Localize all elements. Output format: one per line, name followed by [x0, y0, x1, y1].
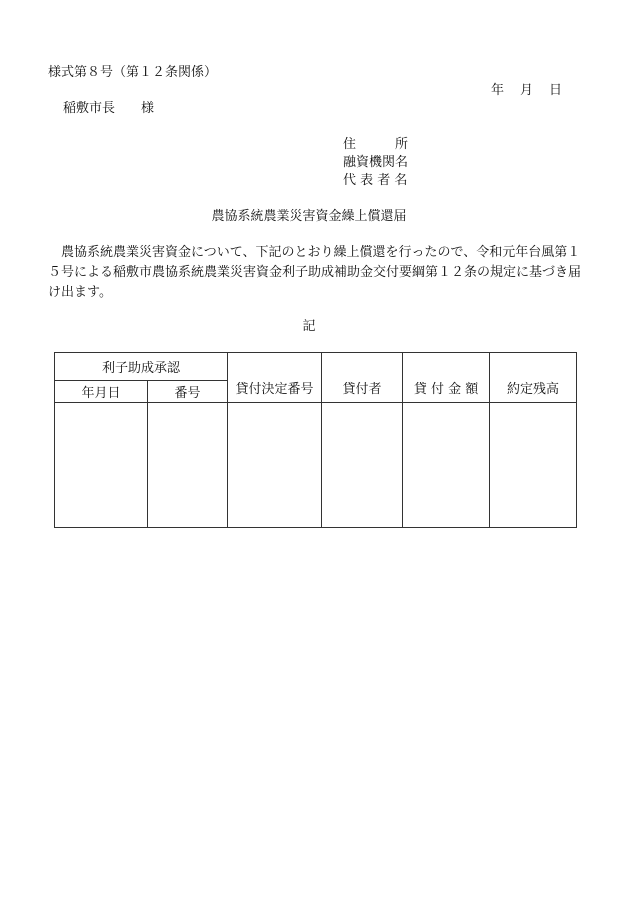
institution-label: 融資機関名 [343, 155, 409, 170]
col-agreed-balance: 約定残高 [490, 353, 577, 403]
col-loan-decision-number: 貸付決定番号 [228, 353, 322, 403]
cell-agreed-balance[interactable] [490, 403, 577, 528]
cell-date[interactable] [55, 403, 148, 528]
cell-number[interactable] [148, 403, 228, 528]
cell-loan-decision-number[interactable] [228, 403, 322, 528]
col-loan-amount: 貸 付 金 額 [403, 353, 490, 403]
date-month-label: 月 [520, 83, 534, 98]
repayment-table [54, 352, 577, 528]
cell-borrower[interactable] [322, 403, 403, 528]
table-row [55, 403, 577, 528]
date-year-label: 年 [491, 83, 505, 98]
col-borrower: 貸付者 [322, 353, 403, 403]
ki-marker: 記 [302, 319, 316, 334]
address-label: 住 所 [343, 137, 409, 152]
date-day-label: 日 [549, 83, 563, 98]
addressee-honorific: 様 [141, 101, 155, 116]
col-date: 年月日 [55, 381, 148, 403]
addressee-name: 稲敷市長 [63, 101, 116, 116]
form-number: 様式第８号（第１２条関係） [48, 65, 218, 80]
cell-loan-amount[interactable] [403, 403, 490, 528]
col-number: 番号 [148, 381, 228, 403]
applicant-block [343, 138, 408, 192]
document-title: 農協系統農業災害資金繰上償還届 [211, 209, 407, 224]
date-line [491, 84, 562, 97]
addressee [63, 102, 154, 115]
interest-subsidy-approval-header: 利子助成承認 [55, 353, 228, 381]
document-body: 農協系統農業災害資金について、下記のとおり繰上償還を行ったので、令和元年台風第１５号による稲敷市農協系統農業災害資金利子助成補助金交付要綱第１２条の規定に基づき届け出ます。 [48, 245, 582, 300]
representative-label: 代 表 者 名 [343, 173, 408, 188]
